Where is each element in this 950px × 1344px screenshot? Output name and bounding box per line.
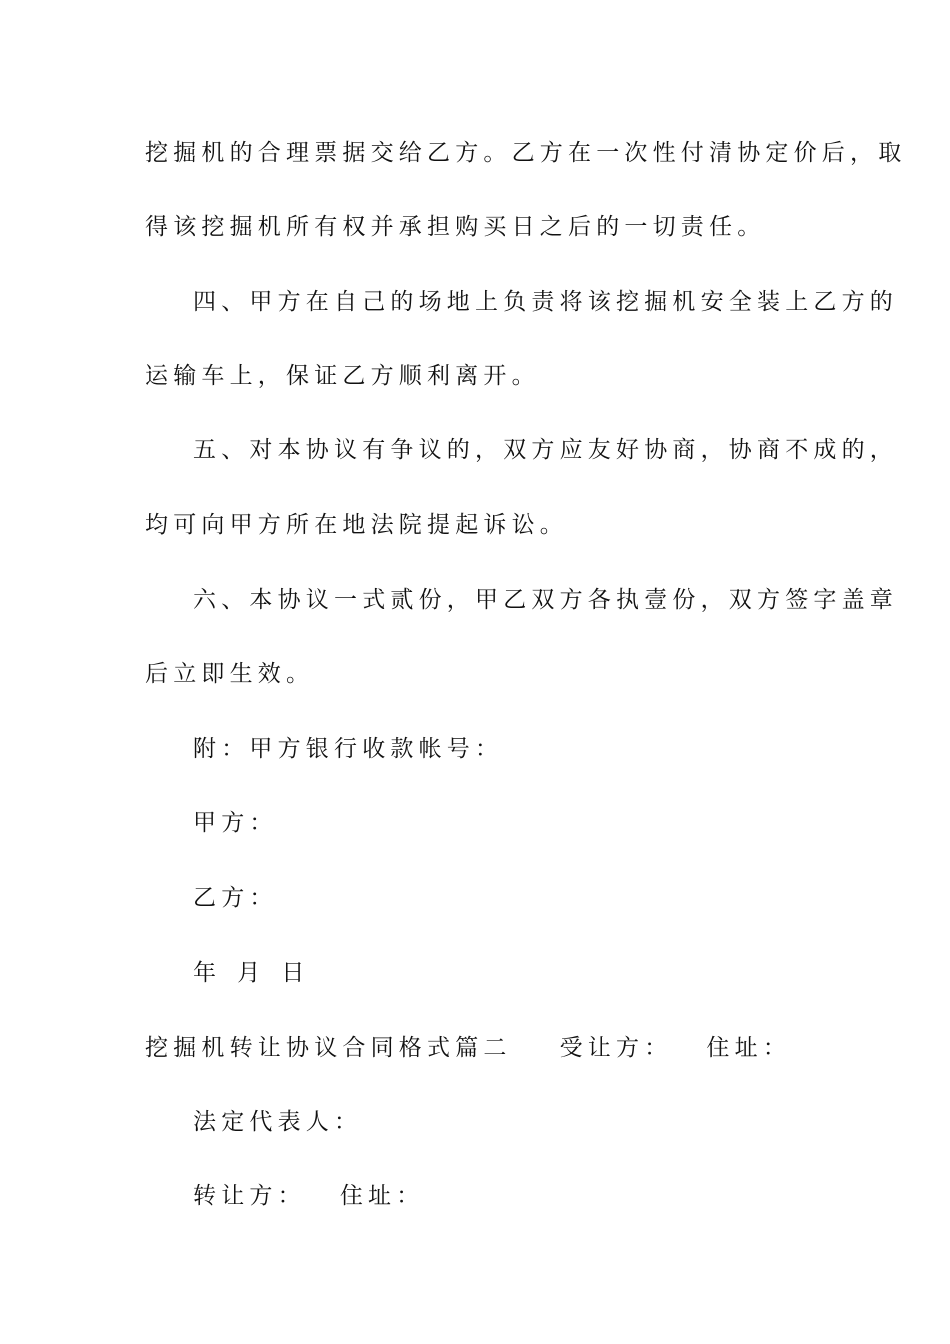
paragraph-line-1: 挖掘机的合理票据交给乙方。乙方在一次性付清协定价后，取 <box>145 140 907 166</box>
legal-representative-label: 法定代表人： <box>193 1109 363 1135</box>
transferor-line <box>193 1176 858 1216</box>
clause-six-line-1: 六、本协议一式贰份，甲乙双方各执壹份，双方签字盖章 <box>193 587 898 613</box>
year-label: 年 <box>193 960 222 986</box>
party-a-label: 甲方： <box>193 810 278 836</box>
clause-six-line-2: 后立即生效。 <box>145 661 315 687</box>
party-b-label: 乙方： <box>193 885 278 911</box>
clause-five-line-1: 五、对本协议有争议的，双方应友好协商，协商不成的， <box>193 437 898 463</box>
section-title: 挖掘机转让协议合同格式篇二 <box>145 1035 512 1061</box>
transferor-label: 转让方： <box>193 1183 306 1209</box>
day-label: 日 <box>281 960 310 986</box>
clause-five-line-2: 均可向甲方所在地法院提起诉讼。 <box>145 512 568 538</box>
bank-account-label: 附：甲方银行收款帐号： <box>193 736 504 762</box>
transferee-label: 受让方： <box>559 1035 673 1061</box>
transferee-address-label: 住址： <box>706 1035 792 1061</box>
date-line <box>193 953 858 993</box>
clause-four-line-1: 四、甲方在自己的场地上负责将该挖掘机安全装上乙方的 <box>193 289 898 315</box>
clause-four-line-2: 运输车上，保证乙方顺利离开。 <box>145 363 540 389</box>
section-title-line <box>145 1028 810 1068</box>
transferor-address-label: 住址： <box>339 1183 425 1209</box>
month-label: 月 <box>237 960 266 986</box>
paragraph-line-2: 得该挖掘机所有权并承担购买日之后的一切责任。 <box>145 214 766 240</box>
